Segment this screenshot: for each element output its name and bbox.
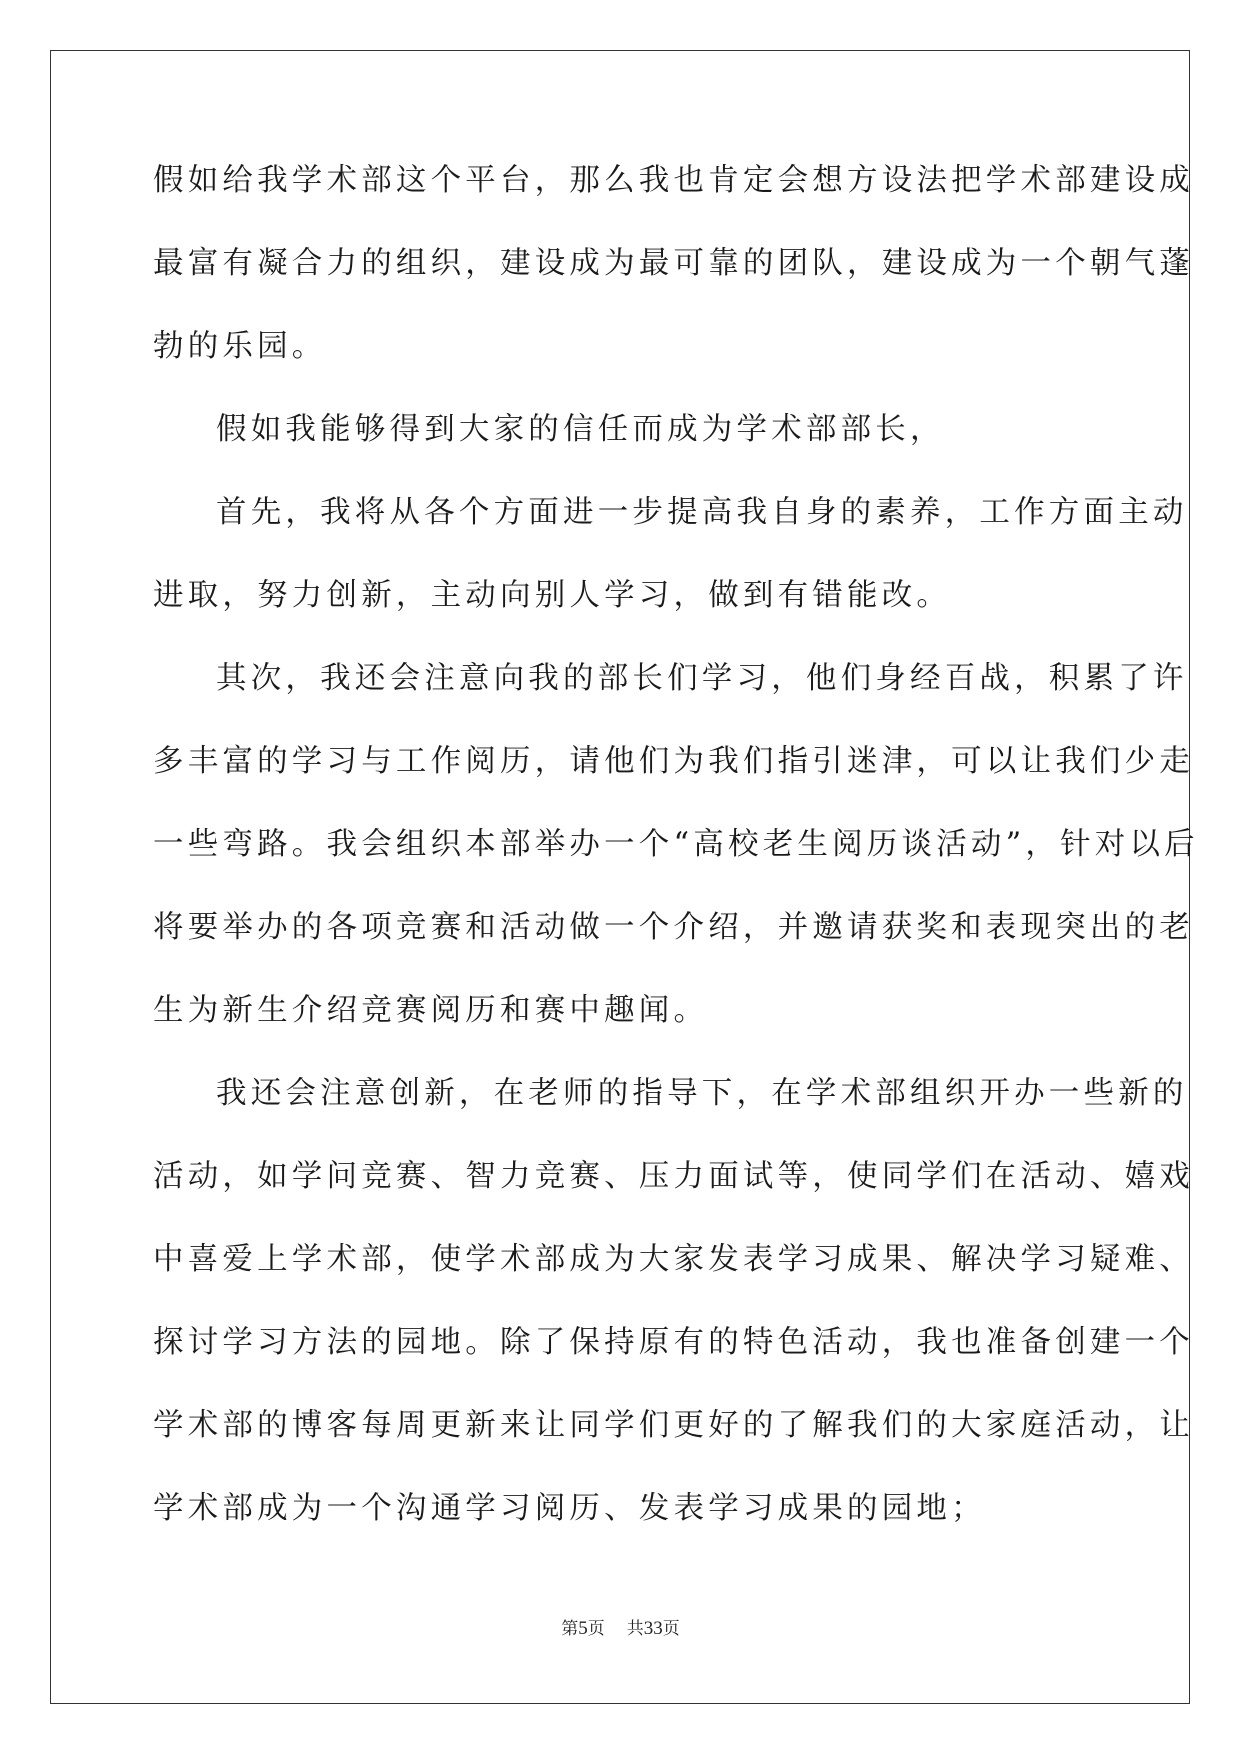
text-line: 假如给我学术部这个平台，那么我也肯定会想方设法把学术部建设成 bbox=[153, 163, 1194, 198]
total-prefix: 共 bbox=[626, 1619, 644, 1639]
text-line: 探讨学习方法的园地。除了保持原有的特色活动，我也准备创建一个 bbox=[153, 1325, 1194, 1360]
text-line: 最富有凝合力的组织，建设成为最可靠的团队，建设成为一个朝气蓬 bbox=[153, 246, 1194, 281]
text-line: 活动，如学问竞赛、智力竞赛、压力面试等，使同学们在活动、嬉戏 bbox=[153, 1159, 1194, 1194]
page-total: 33 bbox=[643, 1618, 663, 1639]
paragraph-first-line: 其次，我还会注意向我的部长们学习，他们身经百战，积累了许 bbox=[216, 661, 1188, 696]
paragraph-first-line: 假如我能够得到大家的信任而成为学术部部长， bbox=[216, 412, 945, 447]
text-line: 生为新生介绍竞赛阅历和赛中趣闻。 bbox=[153, 993, 709, 1028]
page-number: 5 bbox=[578, 1618, 588, 1639]
text-line: 学术部的博客每周更新来让同学们更好的了解我们的大家庭活动，让 bbox=[153, 1408, 1194, 1443]
text-line: 一些弯路。我会组织本部举办一个“高校老生阅历谈活动”，针对以后 bbox=[153, 827, 1199, 862]
text-line: 勃的乐园。 bbox=[153, 329, 327, 364]
document-body bbox=[153, 155, 1199, 1566]
text-line: 多丰富的学习与工作阅历，请他们为我们指引迷津，可以让我们少走 bbox=[153, 744, 1194, 779]
page-footer bbox=[0, 1614, 1241, 1640]
total-suffix: 页 bbox=[662, 1619, 680, 1639]
paragraph-first-line: 我还会注意创新，在老师的指导下，在学术部组织开办一些新的 bbox=[216, 1076, 1188, 1111]
text-line: 学术部成为一个沟通学习阅历、发表学习成果的园地； bbox=[153, 1491, 986, 1526]
text-line: 中喜爱上学术部，使学术部成为大家发表学习成果、解决学习疑难、 bbox=[153, 1242, 1194, 1277]
paragraph-first-line: 首先，我将从各个方面进一步提高我自身的素养，工作方面主动 bbox=[216, 495, 1188, 530]
text-line: 将要举办的各项竞赛和活动做一个介绍，并邀请获奖和表现突出的老 bbox=[153, 910, 1194, 945]
page-prefix: 第 bbox=[561, 1619, 579, 1639]
page-suffix: 页 bbox=[587, 1619, 605, 1639]
text-line: 进取，努力创新，主动向别人学习，做到有错能改。 bbox=[153, 578, 952, 613]
